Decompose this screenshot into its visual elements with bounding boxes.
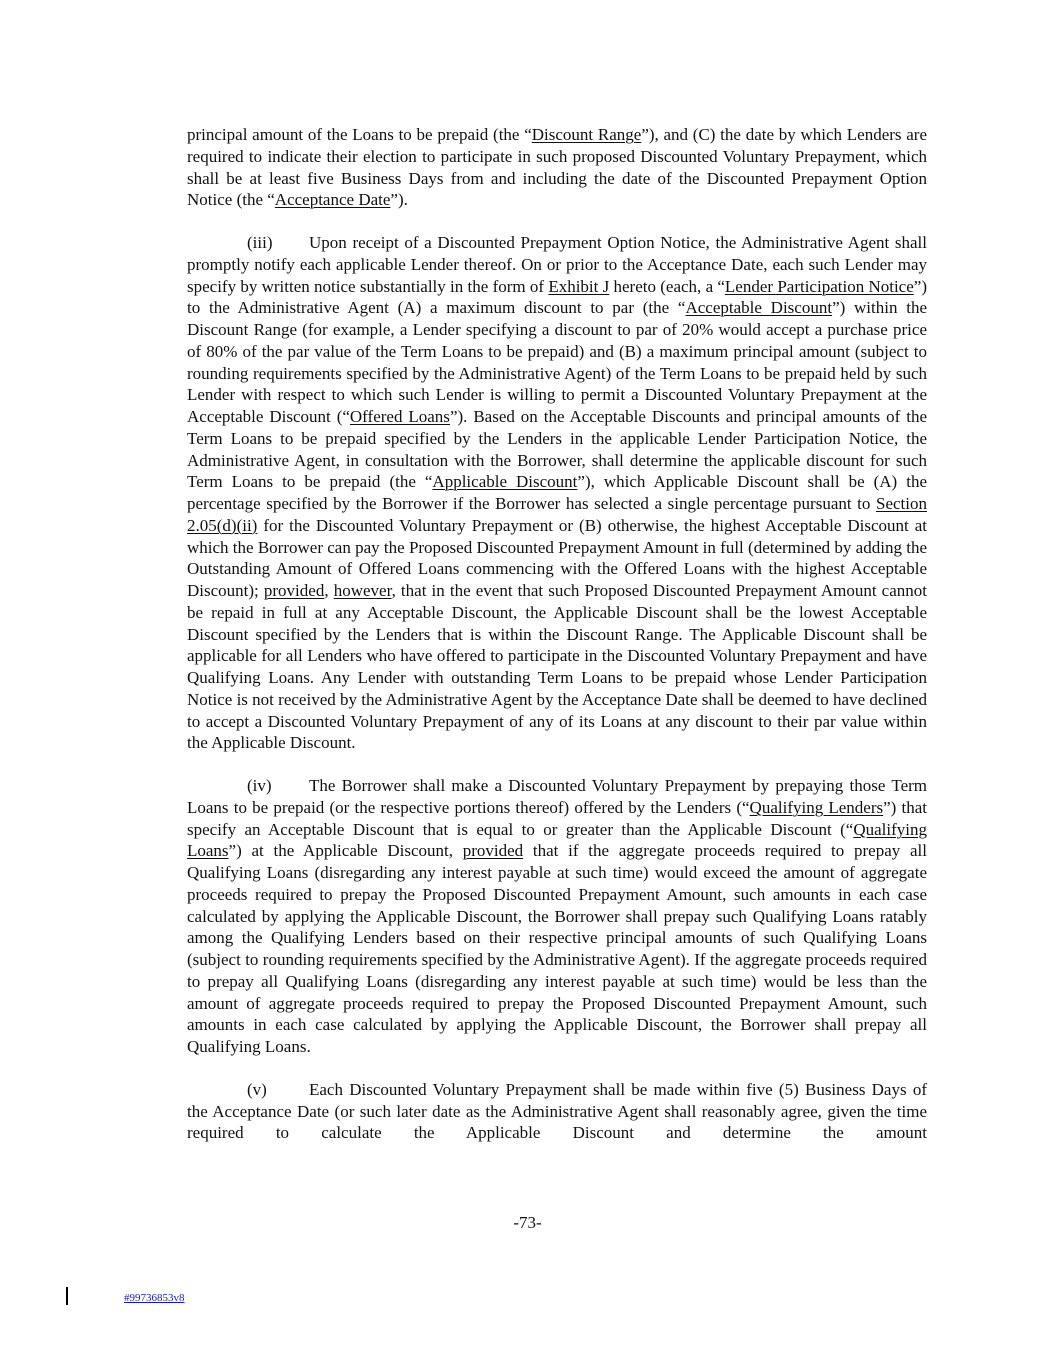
text-run: ”). Based on the Acceptable Discounts and principal amounts of the Term Loans to be prepaid specified by the Lenders in the applicable Lender Participation Notice, the Administrative Agent, in consultation with the Borrower, shall determine the applicable discount for such Term Loans to be prepaid (the “ [187,407,928,492]
text-run: that if the aggregate proceeds required to prepay all Qualifying Loans (disregarding any interest payable at such time) would exceed the amount of aggregate proceeds required to prepay the Proposed Discounted Prepayment Amount, such amounts in each case calculated by applying the Applicable Discount, the Borrower shall prepay such Qualifying Loans ratably among the Qualifying Lenders based on their respective principal amounts of such Qualifying Loans (subject to rounding requirements specified by the Administrative Agent). If the aggregate proceeds required to prepay all Qualifying Loans (disregarding any interest payable at such time) would be less than the amount of aggregate proceeds required to prepay the Proposed Discounted Prepayment Amount, such amounts in each case calculated by applying the Applicable Discount, the Borrower shall prepay all Qualifying Loans. [187,841,927,1056]
text-run: ”). [390,190,408,210]
text-run: , [324,581,334,600]
paragraph-iv [187,775,927,1058]
text-run: , that in the event that such Proposed Discounted Prepayment Amount cannot be repaid in full at any Acceptable Discount, the Applicable Discount shall be the lowest Acceptable Discount specified by the Lenders that is within the Discount Range. The Applicable Discount shall be applicable for all Lenders who have offered to participate in the Discounted Voluntary Prepayment and have Qualifying Loans. Any Lender with outstanding Term Loans to be prepaid whose Lender Participation Notice is not received by the Administrative Agent by the Acceptance Date shall be deemed to have declined to accept a Discounted Voluntary Prepayment of any of its Loans at any discount to their par value within the Applicable Discount. [187,581,927,753]
defined-term-discount-range: Discount Range [531,125,642,144]
clause-number: (iv) [247,776,272,795]
revision-bar [66,1287,68,1305]
text-run: principal amount of the Loans to be prepaid (the “ [187,125,532,144]
defined-term-applicable-discount: Applicable Discount [432,472,578,492]
text-run: Upon receipt of a Discounted Prepayment Option Notice, the Administrative Agent shall promptly notify each applicable Lender thereof. On or prior to the Acceptance Date, each such Lender may specify by written notice substantially in the form of [187,233,927,296]
paragraph-v [187,1079,927,1144]
defined-term-acceptable-discount: Acceptable Discount [685,298,833,318]
defined-term-qualifying-lenders: Qualifying Lenders [749,797,884,817]
proviso-term: provided [263,581,325,600]
clause-number: (iii) [247,233,273,252]
text-run: ”) within the Discount Range (for example, a Lender specifying a discount to par of 20% would accept a purchase price of 80% of the par value of the Term Loans to be prepaid) and (B) a maximum principal amount (subject to rounding requirements specified by the Administrative Agent) of the Term Loans to be prepaid held by such Lender with respect to which such Lender is willing to permit a Discounted Voluntary Prepayment at the Acceptable Discount (“ [187,298,927,426]
text-run: Each Discounted Voluntary Prepayment shall be made within five (5) Business Days of the Acceptance Date (or such later date as the Administrative Agent shall reasonably agree, given the time required to calculate the Applicable Discount and determine the amount [187,1079,927,1143]
defined-term-lender-participation-notice: Lender Participation Notice [724,276,914,296]
text-run: for the Discounted Voluntary Prepayment or (B) otherwise, the highest Acceptable Discount at which the Borrower can pay the Proposed Discounted Prepayment Amount in full (determined by adding the Outstanding Amount of Offered Loans commencing with the Offered Loans with the highest Acceptable Discount); [187,515,927,600]
paragraph-discount-range [187,124,927,211]
text-run: ”), which Applicable Discount shall be (A) the percentage specified by the Borrower if the Borrower has selected a single percentage pursuant to [187,472,927,513]
defined-term-qualifying-loans: Qualifying Loans [187,819,927,861]
defined-term-acceptance-date: Acceptance Date [274,190,391,210]
page-number: -73- [513,1213,542,1232]
text-run: The Borrower shall make a Discounted Voluntary Prepayment by prepaying those Term Loans to be prepaid (or the respective portions thereof) offered by the Lenders (“ [187,776,927,817]
proviso-term: however [333,581,392,600]
clause-number: (v) [247,1079,267,1099]
text-run: hereto (each, a “ [609,276,725,296]
text-run: ”) that specify an Acceptable Discount that is equal to or greater than the Applicable Discount (“ [187,797,927,839]
defined-term-offered-loans: Offered Loans [349,407,450,426]
exhibit-reference: Exhibit J [548,276,610,296]
document-id-link[interactable]: #99736853v8 [124,1292,185,1304]
text-run: ”) at the Applicable Discount, [228,841,463,861]
section-reference: Section 2.05(d)(ii) [187,494,927,535]
text-run: ”) to the Administrative Agent (A) a maximum discount to par (the “ [187,276,927,318]
proviso-term: provided [462,841,524,861]
text-run: ”), and (C) the date by which Lenders are required to indicate their election to participate in such proposed Discounted Voluntary Prepayment, which shall be at least five Business Days from and including the date of the Discounted Prepayment Option Notice (the “ [187,125,928,210]
document-body [187,124,927,1144]
paragraph-iii [187,232,927,754]
